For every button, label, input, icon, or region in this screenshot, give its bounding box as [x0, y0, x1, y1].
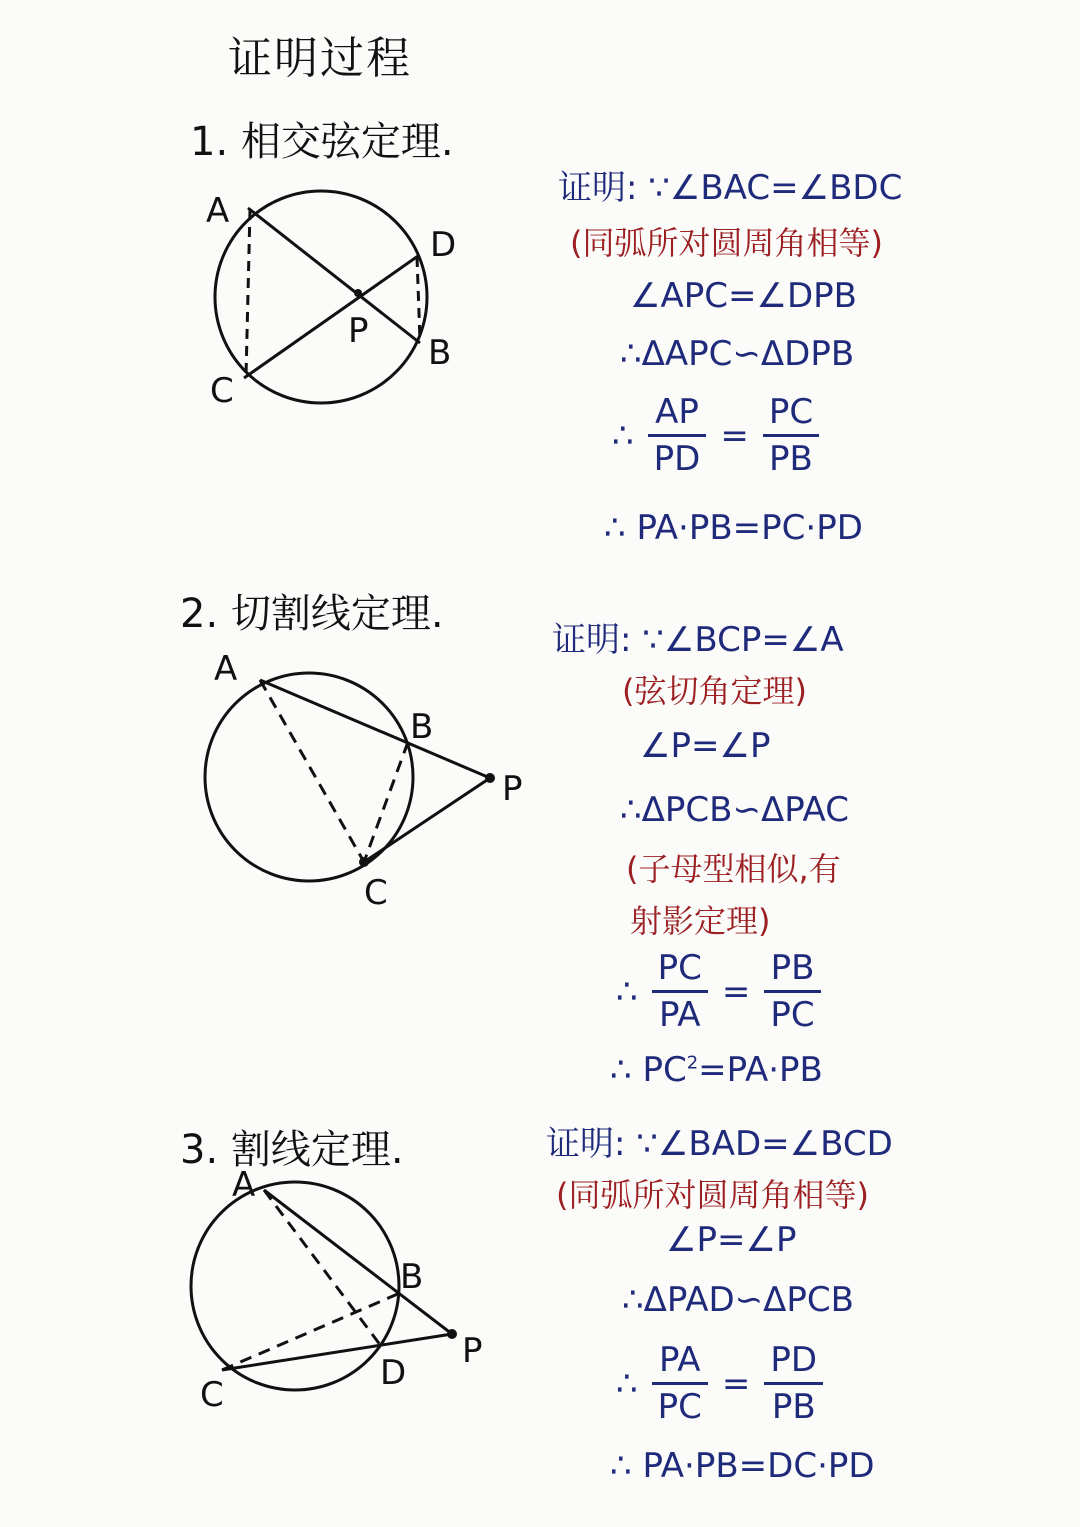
label-d: D [430, 225, 457, 265]
s2-proof-note-2: (子母型相似,有 [626, 850, 841, 888]
point-p [447, 1329, 457, 1339]
label-p: P [462, 1331, 483, 1371]
section-3-heading: 3. 割线定理. [180, 1127, 404, 1173]
s3-therefore: ∴ [616, 1363, 638, 1404]
s3-proof-line-3: ∠P=∠P [666, 1220, 797, 1260]
s1-frac1-num: AP [655, 392, 699, 432]
s3-proof-line-1: 证明: ∵∠BAD=∠BCD [546, 1124, 893, 1164]
s3-proof-ratio [616, 1340, 829, 1427]
page-title: 证明过程 [228, 33, 412, 84]
s1-proof-line-3: ∠APC=∠DPB [630, 276, 857, 316]
s2-conclusion-exponent: 2 [686, 1052, 699, 1074]
label-p: P [502, 769, 523, 809]
s2-frac2-den: PC [770, 995, 815, 1035]
s1-proof-line-1: 证明: ∵∠BAC=∠BDC [558, 168, 903, 208]
s3-fraction-1 [652, 1340, 708, 1427]
label-b: B [400, 1257, 424, 1297]
dashed-cb [222, 1293, 400, 1370]
label-p: P [348, 311, 369, 351]
s1-proof-line-4: ∴ΔAPC∽ΔDPB [620, 334, 855, 374]
s1-proof-note: (同弧所对圆周角相等) [570, 224, 883, 262]
s3-frac2-num: PD [770, 1340, 818, 1380]
s2-therefore: ∴ [616, 971, 638, 1012]
s3-fraction-2 [764, 1340, 823, 1427]
s2-proof-note-3: 射影定理) [630, 902, 771, 940]
label-c: C [210, 371, 234, 411]
label-b: B [428, 333, 452, 373]
s2-proof-line-4: ∴ΔPCB∽ΔPAC [620, 790, 849, 830]
s2-proof-line-3: ∠P=∠P [640, 726, 771, 766]
s3-frac1-num: PA [658, 1340, 701, 1380]
s3-proof-conclusion: ∴ PA·PB=DC·PD [610, 1446, 875, 1486]
s2-proof-note: (弦切角定理) [622, 672, 807, 710]
label-d: D [380, 1353, 407, 1393]
s1-frac2-num: PC [768, 392, 814, 432]
s1-frac2-den: PB [769, 439, 813, 479]
label-a: A [232, 1165, 256, 1205]
s2-frac2-num: PB [770, 948, 815, 988]
secant-cp [222, 1334, 452, 1370]
s1-therefore: ∴ [612, 415, 634, 456]
s3-frac1-bar [652, 1382, 708, 1385]
s1-equals: = [720, 415, 749, 456]
s2-frac1-den: PA [658, 995, 701, 1035]
s3-frac2-bar [764, 1382, 823, 1385]
label-c: C [200, 1375, 224, 1415]
s1-proof-conclusion: ∴ PA·PB=PC·PD [604, 508, 863, 548]
section-2-heading: 2. 切割线定理. [180, 591, 444, 637]
s2-frac1-num: PC [657, 948, 702, 988]
s2-proof-line-1: 证明: ∵∠BCP=∠A [552, 620, 844, 660]
s3-proof-note: (同弧所对圆周角相等) [556, 1176, 869, 1214]
s2-conclusion-right: =PA·PB [698, 1050, 823, 1090]
s3-equals: = [721, 1363, 751, 1404]
section-1-heading: 1. 相交弦定理. [190, 119, 454, 165]
s2-conclusion-left: ∴ PC [610, 1050, 687, 1090]
label-c: C [364, 873, 388, 913]
s3-frac1-den: PC [657, 1387, 702, 1427]
label-a: A [214, 649, 238, 689]
s3-frac2-den: PB [771, 1387, 816, 1427]
label-b: B [410, 707, 434, 747]
label-a: A [206, 191, 230, 231]
s3-proof-line-4: ∴ΔPAD∽ΔPCB [622, 1280, 854, 1320]
s2-equals: = [721, 971, 751, 1012]
s1-frac1-den: PD [653, 439, 701, 479]
